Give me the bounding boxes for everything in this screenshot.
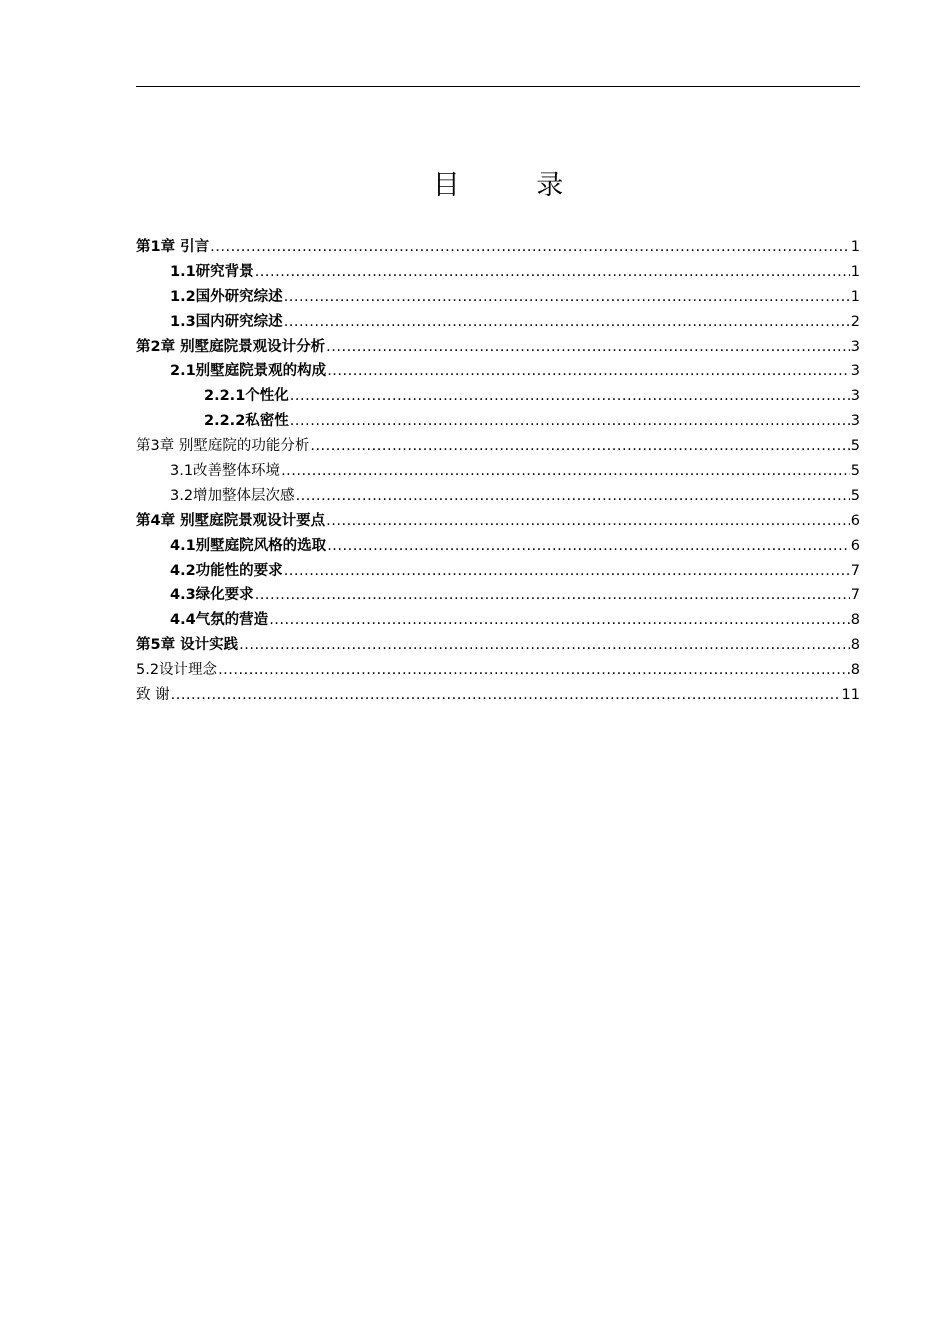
toc-entry[interactable] [136, 335, 860, 360]
toc-entry-page: 5 [850, 438, 860, 455]
toc-entry-page: 2 [850, 313, 860, 330]
toc-entry-page: 6 [850, 537, 860, 554]
toc-entry-page: 8 [850, 612, 860, 629]
toc-entry-label: 2.2.2私密性 [204, 413, 289, 430]
toc-entry-label: 2.2.1个性化 [204, 388, 289, 405]
toc-entry-label: 3.2增加整体层次感 [170, 487, 295, 504]
toc-leader-dots [326, 509, 850, 534]
toc-entry[interactable] [136, 235, 860, 260]
toc-entry-label: 3.1改善整体环境 [170, 463, 281, 480]
toc-leader-dots [290, 409, 850, 434]
toc-leader-dots [284, 285, 850, 310]
toc-entry-page: 1 [850, 263, 860, 280]
table-of-contents [136, 235, 860, 708]
toc-entry[interactable] [136, 260, 860, 285]
toc-entry-page: 8 [850, 662, 860, 679]
toc-entry-label: 第4章 别墅庭院景观设计要点 [136, 512, 326, 529]
toc-entry-label: 第1章 引言 [136, 239, 210, 255]
toc-leader-dots [210, 235, 850, 260]
toc-leader-dots [290, 384, 850, 409]
toc-leader-dots [269, 608, 850, 633]
toc-entry[interactable] [136, 583, 860, 608]
toc-entry[interactable] [136, 384, 860, 409]
toc-leader-dots [171, 683, 841, 708]
toc-entry-label: 5.2设计理念 [136, 662, 218, 679]
toc-entry[interactable] [136, 559, 860, 584]
toc-entry-page: 11 [841, 687, 860, 704]
toc-entry[interactable] [136, 534, 860, 559]
toc-leader-dots [255, 583, 850, 608]
toc-entry-page: 3 [850, 413, 860, 430]
toc-leader-dots [255, 260, 850, 285]
toc-entry-page: 6 [850, 512, 860, 529]
toc-entry-page: 7 [850, 587, 860, 604]
toc-leader-dots [284, 310, 850, 335]
toc-entry-label: 4.1别墅庭院风格的选取 [170, 537, 327, 554]
toc-entry-label: 第5章 设计实践 [136, 637, 239, 654]
toc-entry-label: 致 谢 [136, 687, 170, 704]
toc-entry[interactable] [136, 484, 860, 509]
toc-entry[interactable] [136, 359, 860, 384]
toc-entry-label: 1.2国外研究综述 [170, 288, 283, 305]
page-title: 目 录 [432, 170, 598, 201]
toc-entry[interactable] [136, 633, 860, 658]
toc-entry-page: 1 [850, 288, 860, 305]
toc-entry-label: 4.3绿化要求 [170, 587, 254, 604]
toc-leader-dots [281, 459, 850, 484]
toc-leader-dots [284, 559, 850, 584]
toc-entry-page: 3 [850, 388, 860, 405]
toc-entry-label: 2.1别墅庭院景观的构成 [170, 363, 327, 380]
toc-entry-page: 8 [850, 637, 860, 654]
toc-entry[interactable] [136, 683, 860, 708]
toc-leader-dots [327, 359, 850, 384]
toc-entry-page: 7 [850, 562, 860, 579]
toc-leader-dots [218, 658, 850, 683]
toc-entry-page: 3 [850, 363, 860, 380]
toc-leader-dots [327, 534, 850, 559]
toc-entry-label: 第3章 别墅庭院的功能分析 [136, 438, 310, 455]
toc-leader-dots [310, 434, 849, 459]
toc-entry[interactable] [136, 459, 860, 484]
toc-entry-label: 1.3国内研究综述 [170, 313, 283, 330]
toc-entry-page: 1 [850, 239, 860, 255]
toc-entry[interactable] [136, 409, 860, 434]
toc-entry[interactable] [136, 509, 860, 534]
toc-leader-dots [239, 633, 850, 658]
toc-entry[interactable] [136, 434, 860, 459]
toc-entry-label: 4.2功能性的要求 [170, 562, 283, 579]
header-rule [136, 86, 860, 87]
toc-entry-label: 4.4气氛的营造 [170, 612, 269, 629]
toc-entry[interactable] [136, 285, 860, 310]
toc-entry[interactable] [136, 608, 860, 633]
toc-entry-page: 5 [850, 487, 860, 504]
toc-entry-page: 5 [850, 463, 860, 480]
toc-leader-dots [296, 484, 850, 509]
toc-entry[interactable] [136, 658, 860, 683]
toc-leader-dots [326, 335, 850, 360]
toc-entry-page: 3 [850, 338, 860, 355]
toc-entry[interactable] [136, 310, 860, 335]
toc-entry-label: 1.1研究背景 [170, 263, 254, 280]
toc-entry-label: 第2章 别墅庭院景观设计分析 [136, 338, 326, 355]
